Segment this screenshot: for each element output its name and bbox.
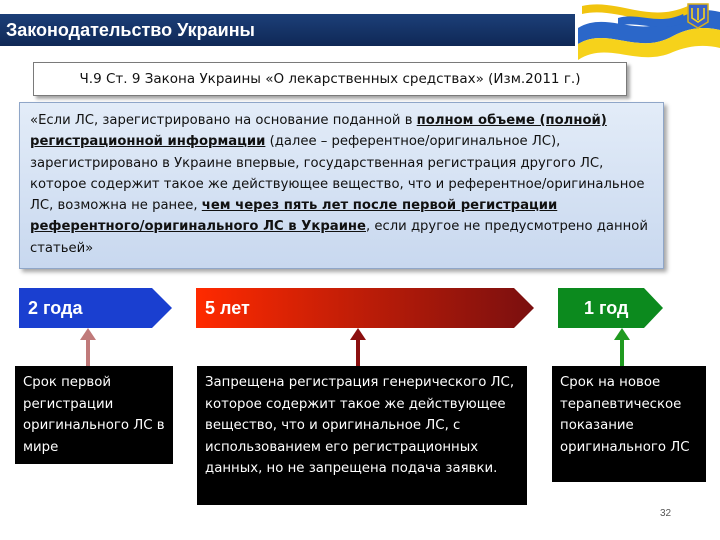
connector-arrow-2 bbox=[350, 328, 366, 370]
description-box-3: Срок на новое терапевтическое показание оригинального ЛС bbox=[552, 366, 706, 482]
page-number: 32 bbox=[660, 508, 672, 519]
timeline-label-3: 1 год bbox=[584, 298, 629, 318]
ukraine-flag-icon bbox=[578, 0, 720, 60]
quote-emphasis-1: полном объеме (полной) регистрационной информации bbox=[30, 113, 607, 150]
law-reference-box bbox=[33, 62, 627, 96]
quote-text-3: , если другое не предусмотрено данной статьей» bbox=[30, 219, 648, 256]
law-reference-text: Ч.9 Ст. 9 Закона Украины «О лекарственных средствах» (Изм.2011 г.) bbox=[79, 71, 581, 87]
connector-arrow-3 bbox=[614, 328, 630, 370]
header-bar bbox=[0, 14, 575, 46]
timeline-label-1: 2 года bbox=[28, 298, 83, 318]
connector-arrow-1 bbox=[80, 328, 96, 370]
quote-text-2: (далее – референтное/оригинальное ЛС), зарегистрировано в Украине впервые, государственная регистрация другого ЛС, которое содержит такое же действующее вещество, что и референтное/оригинальное ЛС, возможна не ранее, bbox=[30, 134, 645, 214]
page-title: Законодательство Украины bbox=[6, 20, 255, 40]
trident-icon bbox=[688, 4, 708, 28]
quote-text-1: «Если ЛС, зарегистрировано на основание поданной в bbox=[30, 113, 417, 128]
description-box-2: Запрещена регистрация генерического ЛС, которое содержит такое же действующее вещество, что и оригинальное ЛС, с использованием его регистрационных данных, но не запрещена подача заявки. bbox=[197, 366, 527, 505]
timeline-label-2: 5 лет bbox=[205, 298, 250, 318]
law-quote-box bbox=[19, 102, 664, 269]
quote-emphasis-2: чем через пять лет после первой регистрации референтного/оригинального ЛС в Украине bbox=[30, 198, 558, 235]
description-box-1: Срок первой регистрации оригинального ЛС в мире bbox=[15, 366, 173, 464]
